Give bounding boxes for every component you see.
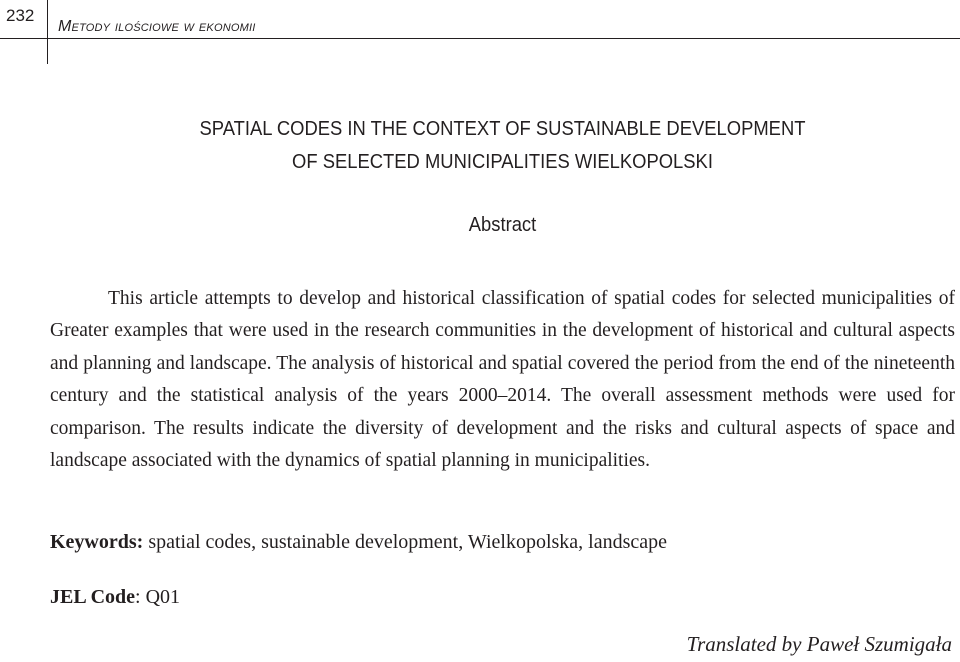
header-horizontal-rule	[0, 38, 960, 39]
translator-credit: Translated by Paweł Szumigała	[686, 632, 952, 656]
jel-code	[50, 586, 955, 609]
abstract-heading: Abstract	[468, 214, 537, 236]
page-number: 232	[6, 6, 35, 25]
header-vertical-rule	[47, 0, 48, 64]
keywords-value: spatial codes, sustainable development, Wielkopolska, landscape	[143, 531, 668, 553]
jel-code-label: JEL Code	[50, 586, 136, 608]
abstract-body: This article attempts to develop and historical classification of spatial codes for selected municipalities of Greater examples that were used in the research communities in the development of historical and cultural aspects and planning and landscape. The analysis of historical and spatial covered the period from the end of the nineteenth century and the statistical analysis of the years 2000–2014. The overall assessment methods were used for comparison. The results indicate the diversity of development and the risks and cultural aspects of space and landscape associated with the dynamics of spatial planning in municipalities.	[50, 288, 955, 472]
keywords	[50, 531, 955, 554]
keywords-label: Keywords:	[50, 531, 144, 553]
running-head: Metody ilościowe w ekonomii	[58, 18, 256, 35]
article-title-line-2: OF SELECTED MUNICIPALITIES WIELKOPOLSKI	[292, 151, 713, 173]
page-header	[0, 0, 960, 64]
article-title	[86, 113, 919, 179]
article-title-line-1: SPATIAL CODES IN THE CONTEXT OF SUSTAINABLE DEVELOPMENT	[199, 118, 806, 140]
jel-code-value: : Q01	[135, 586, 181, 608]
